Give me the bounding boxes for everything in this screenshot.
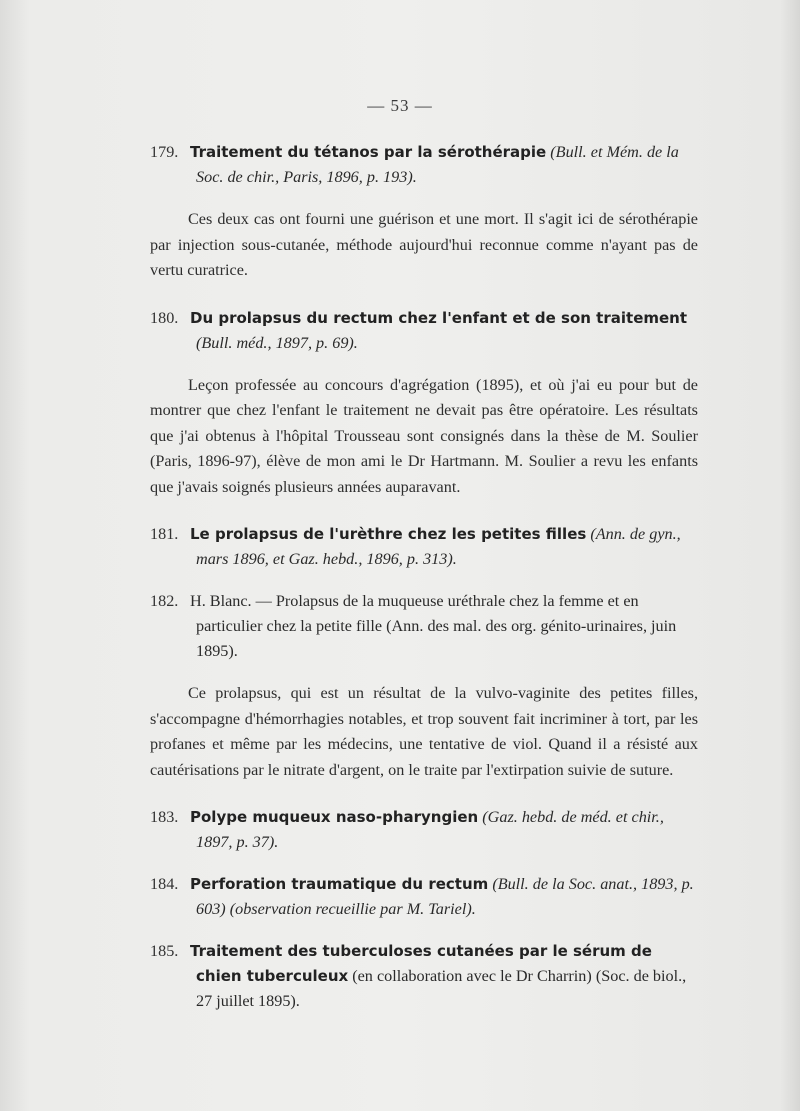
entry-reference: (Gaz. hebd. de méd. et chir., 1897, p. 37). [196,808,664,851]
entry-number: 183. [150,808,179,826]
entry-title: Perforation traumatique du rectum [190,875,489,893]
entry-number: 185. [150,942,179,960]
entry-184 [150,872,698,922]
entry-title: Du prolapsus du rectum chez l'enfant et de son traitement [190,308,688,327]
entry-reference: (Bull. méd., 1897, p. 69). [196,333,358,352]
bibliography-content [150,140,698,1031]
page-number: — 53 — [367,96,433,115]
entry-title: Polype muqueux naso-pharyngien [190,808,479,826]
entry-182 [150,589,698,664]
entry-reference: (en collaboration avec le Dr Charrin) (Soc. de biol., 27 juillet 1895). [196,967,687,1010]
entry-reference: (Bull. de la Soc. anat., 1893, p. 603) (observation recueillie par M. Tariel). [196,875,694,918]
entry-181 [150,522,698,572]
entry-title: Le prolapsus de l'urèthre chez les petites filles [190,525,587,543]
entry-reference: (Ann. de gyn., mars 1896, et Gaz. hebd., 1896, p. 313). [196,525,681,568]
entry-number: 182. [150,592,179,610]
entry-paragraph: Ce prolapsus, qui est un résultat de la vulvo-vaginite des petites filles, s'accompagne d'hémorrhagies notables, et trop souvent fait incriminer à tort, par les profanes et même par les médecins, une tentative de viol. Quand il a résisté aux cautérisations par le nitrate d'argent, on le traite par l'extirpation suivie de suture. [150,684,698,779]
entry-183 [150,805,698,855]
entry-paragraph: Ces deux cas ont fourni une guérison et une mort. Il s'agit ici de sérothérapie par injection sous-cutanée, méthode aujourd'hui reconnue comme n'ayant pas de vertu curatrice. [150,210,698,279]
entry-reference: H. Blanc. — Prolapsus de la muqueuse uréthrale chez la femme et en particulier chez la petite fille (Ann. des mal. des org. génito-urinaires, juin 1895). [190,592,677,660]
entry-179 [150,140,698,190]
entry-reference: (Bull. et Mém. de la Soc. de chir., Paris, 1896, p. 193). [196,143,679,186]
entry-title: Traitement du tétanos par la sérothérapie [190,143,547,161]
entry-paragraph: Leçon professée au concours d'agrégation (1895), et où j'ai eu pour but de montrer que chez l'enfant le traitement ne devait pas être opératoire. Les résultats que j'ai obtenus à l'hôpital Trousseau sont consignés dans la thèse de M. Soulier (Paris, 1896-97), élève de mon ami le Dr Hartmann. M. Soulier a revu les enfants que j'avais soignés plusieurs années auparavant. [150,375,698,496]
entry-185 [150,939,698,1014]
entry-number: 184. [150,875,179,893]
entry-180 [150,306,698,356]
entry-number: 181. [150,525,179,543]
entry-number: 180. [150,308,179,327]
entry-title: Traitement des tuberculoses cutanées par le sérum de chien tuberculeux [190,942,652,985]
entry-number: 179. [150,143,179,161]
